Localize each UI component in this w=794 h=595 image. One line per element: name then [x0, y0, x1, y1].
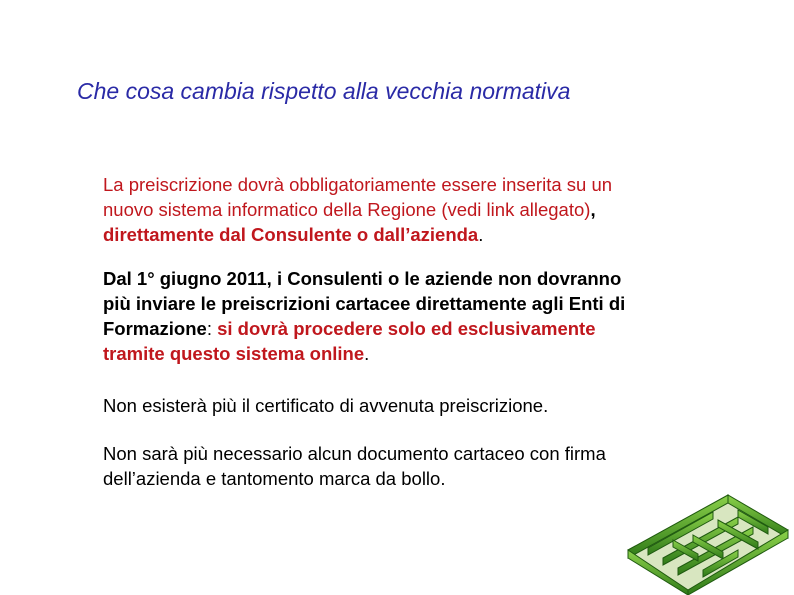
p1-line-3-period: . — [478, 224, 484, 245]
paragraph-documento-cartaceo — [103, 441, 763, 491]
p1-line-3-bold: direttamente dal Consulente o dall’azienda — [103, 224, 479, 245]
p2-line-3-red: si dovrà procedere solo ed esclusivamente — [217, 318, 596, 339]
paragraph-preiscrizione — [103, 172, 763, 247]
p2-line-4-red: tramite questo sistema online — [103, 343, 365, 364]
p2-line-1: Dal 1° giugno 2011, i Consulenti o le aziende non dovranno — [103, 268, 622, 289]
p2-line-3-colon: : — [206, 318, 218, 339]
p4-line-1: Non sarà più necessario alcun documento cartaceo con firma — [103, 443, 606, 464]
p2-line-3 — [103, 316, 763, 341]
paragraph-certificato — [103, 393, 763, 418]
p2-line-2: più inviare le preiscrizioni cartacee direttamente agli Enti di — [103, 293, 626, 314]
p1-line-2-comma: , — [590, 199, 596, 220]
slide-title: Che cosa cambia rispetto alla vecchia normativa — [77, 78, 571, 104]
p1-line-2-red: nuovo sistema informatico della Regione (vedi link allegato) — [103, 199, 591, 220]
p1-line-3 — [103, 222, 763, 247]
p3-line-1: Non esisterà più il certificato di avvenuta preiscrizione. — [103, 395, 549, 416]
hedge-maze-icon — [618, 490, 794, 595]
p4-line-2: dell’azienda e tantomento marca da bollo. — [103, 468, 446, 489]
p2-line-4 — [103, 341, 763, 366]
p1-line-2 — [103, 197, 763, 222]
p2-line-4-period: . — [364, 343, 370, 364]
p2-line-3-formazione: Formazione — [103, 318, 207, 339]
paragraph-dal-1-giugno — [103, 266, 763, 366]
p1-line-1: La preiscrizione dovrà obbligatoriamente essere inserita su un — [103, 174, 613, 195]
